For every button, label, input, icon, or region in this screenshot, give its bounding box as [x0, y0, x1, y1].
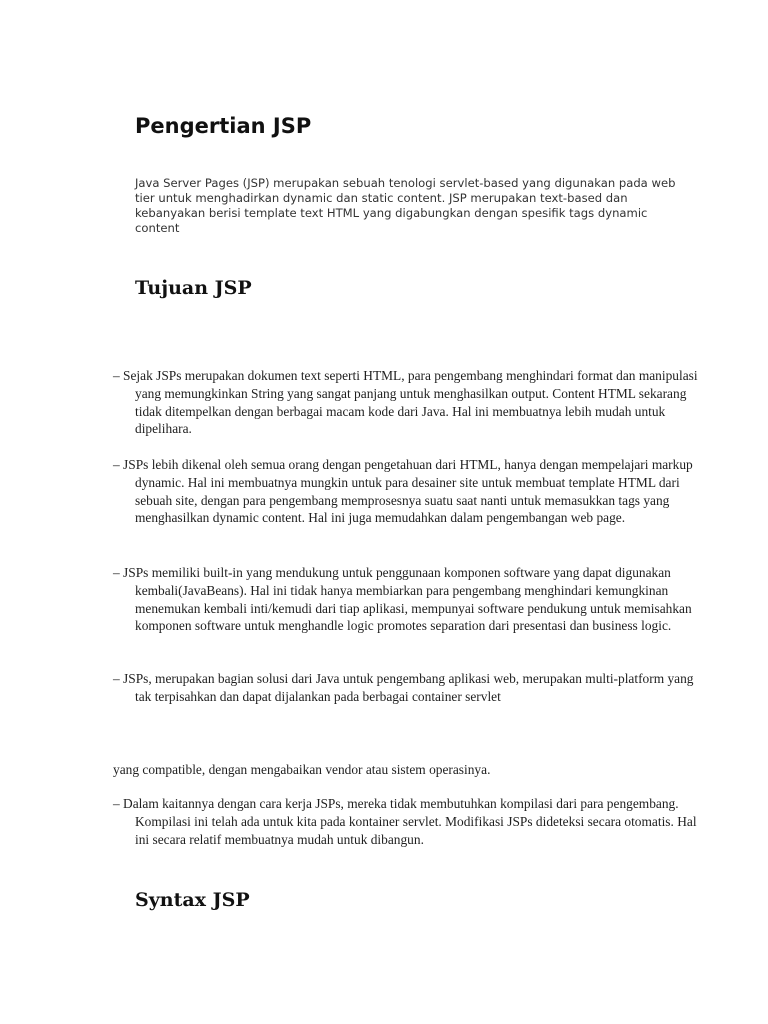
- heading-syntax-jsp: Syntax JSP: [135, 889, 250, 911]
- bullet-item: – JSPs lebih dikenal oleh semua orang dengan pengetahuan dari HTML, hanya dengan mempelajari markup dynamic. Hal ini membuatnya mungkin untuk para desainer site untuk membuat template HTML dari sebuah site, dengan para pengembang memprosesnya suatu saat nanti untuk memasukkan tags yang menghasilkan dynamic content. Hal ini juga memudahkan dalam pengembangan web page.: [113, 457, 693, 526]
- continuation-line: yang compatible, dengan mengabaikan vendor atau sistem operasinya.: [113, 762, 491, 777]
- heading-tujuan-jsp: Tujuan JSP: [135, 277, 252, 299]
- bullet-item: – JSPs, merupakan bagian solusi dari Java untuk pengembang aplikasi web, merupakan multi-platform yang tak terpisahkan dan dapat dijalankan pada berbagai container servlet: [113, 671, 694, 704]
- bullet-item: – JSPs memiliki built-in yang mendukung untuk penggunaan komponen software yang dapat digunakan kembali(JavaBeans). Hal ini tidak hanya membiarkan para pengembang menghindari kemungkinan menemukan kembali inti/kemudi dari tiap aplikasi, mempunyai software pendukung untuk memisahkan komponen software untuk menghandle logic promotes separation dari presentasi dan business logic.: [113, 565, 692, 634]
- heading-pengertian-jsp: Pengertian JSP: [135, 114, 312, 138]
- intro-paragraph: Java Server Pages (JSP) merupakan sebuah tenologi servlet-based yang digunakan pada web tier untuk menghadirkan dynamic dan static content. JSP merupakan text-based dan kebanyakan berisi template text HTML yang digabungkan dengan spesifik tags dynamic content: [135, 176, 676, 235]
- bullet-item: – Sejak JSPs merupakan dokumen text seperti HTML, para pengembang menghindari format dan manipulasi yang memungkinkan String yang sangat panjang untuk menghasilkan output. Content HTML sekarang tidak ditempelkan dengan berbagai macam kode dari Java. Hal ini membuatnya lebih mudah untuk dipelihara.: [113, 368, 698, 437]
- bullet-item: – Dalam kaitannya dengan cara kerja JSPs, mereka tidak membutuhkan kompilasi dari para pengembang. Kompilasi ini telah ada untuk kita pada kontainer servlet. Modifikasi JSPs dideteksi secara otomatis. Hal ini secara relatif membuatnya mudah untuk dibangun.: [113, 796, 697, 847]
